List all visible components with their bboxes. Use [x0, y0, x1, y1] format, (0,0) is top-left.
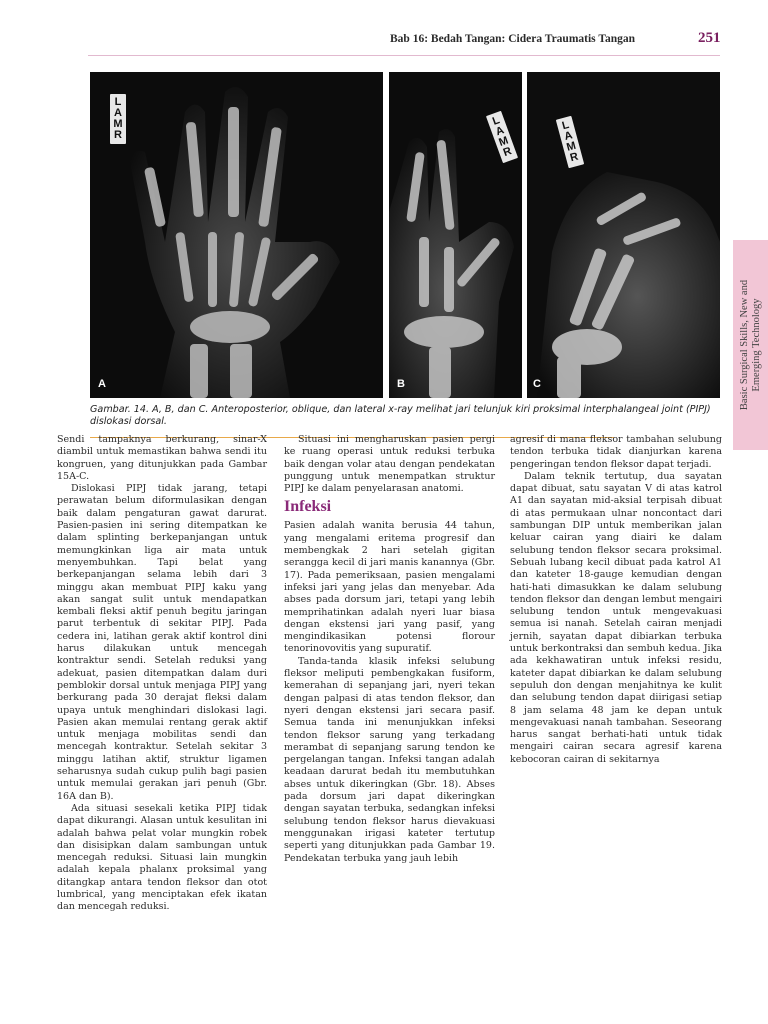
text-column-3 [510, 434, 722, 766]
side-tab-line-1: Basic Surgical Skills, New and [739, 279, 750, 411]
xray-panel-a [90, 72, 383, 398]
running-header-title: Bab 16: Bedah Tangan: Cidera Traumatis Tangan [390, 33, 635, 45]
xray-panel-b [389, 72, 522, 398]
panel-label-a: A [98, 378, 106, 390]
text-column-2 [284, 434, 495, 865]
panel-label-c: C [533, 378, 541, 390]
xray-panel-c [527, 72, 720, 398]
paragraph: Ada situasi sesekali ketika PIPJ tidak dapat dikurangi. Alasan untuk kesulitan ini adalah bahwa pelat volar mungkin robek dan disisipkan dalam sambungan untuk mencegah reduksi. Situasi lain mungkin adalah kepala phalanx proksimal yang ditangkap antara tendon fleksor dan otot lumbrical, yang menciptakan efek ikatan dan mencegah reduksi. [57, 802, 267, 913]
paragraph: Tanda-tanda klasik infeksi selubung fleksor meliputi pembengkakan fusiform, kemerahan di sepanjang jari, nyeri tekan dengan palpasi di atas tendon fleksor, dan nyeri dengan ekstensi jari secara pasif. Semua tanda ini menunjukkan infeksi tendon fleksor sarung yang terkadang merambat di sepanjang sarung tendon ke pergelangan tangan. Infeksi tangan adalah keadaan darurat bedah itu membutuhkan abses untuk dikeringkan (Gbr. 18). Abses pada dorsum jari dapat dikeringkan dengan sayatan terbuka, sedangkan infeksi selubung tendon fleksor harus dievakuasi menggunakan irigasi kateter tertutup seperti yang ditunjukkan pada Gambar 19. Pendekatan terbuka yang jauh lebih [284, 655, 495, 864]
paragraph: Situasi ini mengharuskan pasien pergi ke ruang operasi untuk reduksi terbuka baik dengan volar atau dengan pendekatan punggung untuk menempatkan struktur PIPJ ke dalam penyelarasan anatomi. [284, 434, 495, 495]
paragraph: Dislokasi PIPJ tidak jarang, tetapi perawatan belum diformulasikan dengan baik dalam pengaturan gawat darurat. Pasien-pasien ini sering ditempatkan ke dalam splinting berkepanjangan untuk memungkinkan liga air mata untuk menyembuhkan. Tapi belat yang berkepanjangan selama lebih dari 3 minggu akan membuat PIPJ kaku yang akan sangat sulit untuk mendapatkan kembali fleksi aktif penuh begitu jaringan parut terbentuk di sekitar PIPJ. Pada cedera ini, latihan gerak aktif kontrol dini harus dilakukan untuk mencegah kontraktur sendi. Setelah reduksi yang adekuat, pasien ditempatkan dalam duri pemblokir dorsal untuk menjaga PIPJ yang berkurang pada 30 derajat fleksi dalam upaya untuk menghindari dislokasi lagi. Pasien akan memulai rentang gerak aktif untuk menjaga mobilitas sendi dan mencegah kontraktur. Setelah sekitar 3 minggu latihan aktif, struktur ligamen seharusnya sudah cukup pulih bagi pasien untuk memulai gerakan jari penuh (Gbr. 16A dan B). [57, 483, 267, 802]
page-number: 251 [698, 30, 721, 46]
xray-hand-ap-image [90, 72, 383, 398]
panel-label-b: B [397, 378, 405, 390]
side-tab-label [739, 280, 763, 410]
paragraph: Sendi tampaknya berkurang, sinar-X diambil untuk memastikan bahwa sendi itu kongruen, yang ditunjukkan pada Gambar 15A-C. [57, 434, 267, 482]
side-tab-line-2: Emerging Technology [751, 298, 762, 392]
paragraph: Pasien adalah wanita berusia 44 tahun, yang mengalami eritema progresif dan membengkak 2 hari setelah gigitan serangga kecil di jari manis kanannya (Gbr. 17). Pada pemeriksaan, pasien mengalami infeksi jari yang jelas dan menyebar. Ada abses pada dorsum jari, tetapi yang lebih memprihatinkan adalah nyeri luar biasa dengan ekstensi jari yang pasif, yang mengindikasikan potensi florour tenorinovovitis yang supuratif. [284, 520, 495, 655]
paragraph: Dalam teknik tertutup, dua sayatan dapat dibuat, satu sayatan V di atas katrol A1 dan sayatan mid-aksial terpisah dibuat di atas permukaan ulnar noncontact dari sambungan DIP untuk memberikan jalan keluar cairan yang diairi ke dalam selubung tendon fleksor secara proksimal. Sebuah lubang kecil dibuat pada katrol A1 dan kateter 18-gauge kemudian dengan hati-hati dimasukkan ke dalam selubung tendon fleksor dan dengan lembut mengairi selubung tendon untuk mengevakuasi semua isi nanah. Setelah cairan menjadi jernih, sayatan dapat dibiarkan terbuka untuk berkontraksi dan sembuh kedua. Jika ada kekhawatiran untuk infeksi residu, kateter dapat dibiarkan ke dalam selubung sepuluh don dengan menjahitnya ke kulit dan selubung tendon dapat diirigasi setiap 8 jam selama 48 jam ke depan untuk mengevakuasi nanah tambahan. Seseorang harus sangat berhati-hati untuk tidak mengairi cairan secara agresif karena kebocoran cairan di sekitarnya [510, 470, 722, 765]
figure-caption: Gambar. 14. A, B, dan C. Anteroposterior, oblique, dan lateral x-ray melihat jari telunjuk kiri proksimal interphalangeal joint (PIPJ) dislokasi dorsal. [90, 404, 711, 427]
text-column-1 [57, 434, 267, 914]
lead-marker-b: L A M R [486, 111, 518, 163]
lead-marker-a: L A M R [110, 94, 126, 144]
lead-marker-c: L A M R [556, 116, 584, 168]
section-heading-infeksi: Infeksi [284, 498, 332, 516]
paragraph: agresif di mana fleksor tambahan selubung tendon terbuka tidak dianjurkan karena pengeringan tendon fleksor dapat terjadi. [510, 434, 722, 470]
header-divider [88, 55, 720, 56]
